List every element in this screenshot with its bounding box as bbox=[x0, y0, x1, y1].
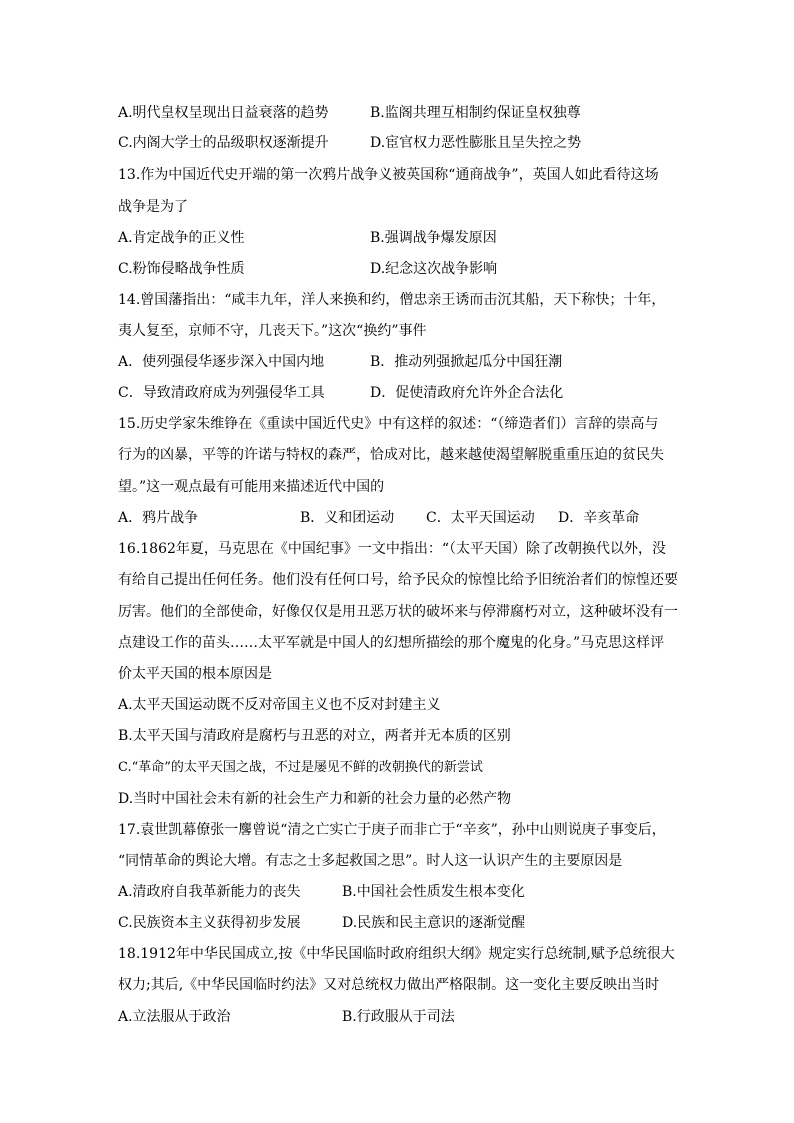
q12-option-c: C.内阁大学士的品级职权逐渐提升 bbox=[118, 135, 329, 151]
q18-option-b: B.行政服从于司法 bbox=[342, 1009, 455, 1025]
q13-option-a: A.肯定战争的正义性 bbox=[118, 230, 245, 246]
q14-option-b: B．推动列强掀起瓜分中国狂潮 bbox=[370, 354, 563, 370]
q13-option-b: B.强调战争爆发原因 bbox=[370, 230, 497, 246]
q17-option-a: A.清政府自我革新能力的丧失 bbox=[118, 884, 301, 900]
q17-option-d: D.民族和民主意识的逐渐觉醒 bbox=[342, 915, 526, 931]
q18-stem-line-1: 18.1912年中华民国成立,按《中华民国临时政府组织大纲》规定实行总统制,赋予总统很大 bbox=[118, 946, 675, 962]
q14-stem-line-1: 14.曾国藩指出：“咸丰九年，洋人来换和约，僧忠亲王诱而击沉其船，天下称快；十年， bbox=[118, 292, 666, 308]
q14-options-row-1 bbox=[118, 352, 678, 372]
q17-option-c: C.民族资本主义获得初步发展 bbox=[118, 915, 301, 931]
q17-stem-line-2: “同情革命的舆论大增。有志之士多起救国之思”。时人这一认识产生的主要原因是 bbox=[118, 853, 623, 869]
q14-stem-line-2: 夷人复至，京师不守，几丧天下。”这次“换约”事件 bbox=[118, 323, 427, 339]
q14-option-c: C．导致清政府成为列强侵华工具 bbox=[118, 385, 325, 401]
q16-stem-line-5: 价太平天国的根本原因是 bbox=[118, 666, 272, 682]
q13-option-c: C.粉饰侵略战争性质 bbox=[118, 261, 245, 277]
q12-option-a: A.明代皇权呈现出日益衰落的趋势 bbox=[118, 105, 329, 121]
q17-stem-line-1: 17.袁世凯幕僚张一麐曾说“清之亡实亡于庚子而非亡于“辛亥”，孙中山则说庚子事变后， bbox=[118, 822, 666, 838]
q17-option-b: B.中国社会性质发生根本变化 bbox=[342, 884, 525, 900]
q13-options-row-1 bbox=[118, 228, 678, 248]
q18-option-a: A.立法服从于政治 bbox=[118, 1009, 231, 1025]
q16-option-d: D.当时中国社会未有新的社会生产力和新的社会力量的必然产物 bbox=[118, 791, 512, 807]
q16-option-a: A.太平天国运动既不反对帝国主义也不反对封建主义 bbox=[118, 697, 441, 713]
q18-options-row-1 bbox=[118, 1007, 678, 1027]
q14-options-row-2 bbox=[118, 383, 678, 403]
q13-option-d: D.纪念这次战争影响 bbox=[370, 261, 498, 277]
q16-stem-line-1: 16.1862年夏，马克思在《中国纪事》一文中指出：“（太平天国）除了改朝换代以外，没 bbox=[118, 541, 667, 557]
q13-stem-line-1: 13.作为中国近代史开端的第一次鸦片战争义被英国称“通商战争”，英国人如此看待这场 bbox=[118, 167, 659, 183]
q12-option-d: D.宦官权力恶性膨胀且呈失控之势 bbox=[370, 135, 582, 151]
q16-stem-line-4: 点建设工作的苗头……太平军就是中国人的幻想所描绘的那个魔鬼的化身。”马克思这样评 bbox=[118, 635, 665, 651]
q12-option-b: B.监阁共理互相制约保证皇权独尊 bbox=[370, 105, 581, 121]
q16-option-b: B.太平天国与清政府是腐朽与丑恶的对立，两者并无本质的区别 bbox=[118, 728, 511, 744]
q15-option-d: D．辛亥革命 bbox=[558, 510, 640, 526]
q15-stem-line-2: 行为的凶暴，平等的许诺与特权的森严，恰成对比，越来越使渴望解脱重重压迫的贫民失 bbox=[118, 447, 664, 463]
q15-option-a: A．鸦片战争 bbox=[118, 510, 199, 526]
q16-stem-line-3: 厉害。他们的全部使命，好像仅仅是用丑恶万状的破坏来与停滞腐朽对立，这种破坏没有一 bbox=[118, 604, 678, 620]
q16-stem-line-2: 有给自己提出任何任务。他们没有任何口号，给予民众的惊惶比给予旧统治者们的惊惶还要 bbox=[118, 572, 678, 588]
q15-stem-line-3: 望。”这一观点最有可能用来描述近代中国的 bbox=[118, 479, 385, 495]
q17-options-row-1 bbox=[118, 882, 678, 902]
q12-options-row-2 bbox=[118, 133, 678, 153]
q15-stem-line-1: 15.历史学家朱维铮在《重读中国近代史》中有这样的叙述：“（缔造者们）言辞的崇高与 bbox=[118, 416, 659, 432]
q15-options-row bbox=[118, 508, 678, 528]
q14-option-a: A．使列强侵华逐步深入中国内地 bbox=[118, 354, 325, 370]
q12-options-row-1 bbox=[118, 103, 678, 123]
q17-options-row-2 bbox=[118, 913, 678, 933]
q15-option-c: C．太平天国运动 bbox=[426, 510, 535, 526]
q18-stem-line-2: 权力;其后,《中华民国临时约法》又对总统权力做出严格限制。这一变化主要反映出当时 bbox=[118, 977, 660, 993]
q16-option-c: C.“革命”的太平天国之战，不过是屡见不鲜的改朝换代的新尝试 bbox=[118, 760, 483, 775]
q15-option-b: B．义和团运动 bbox=[300, 510, 395, 526]
q13-stem-line-2: 战争是为了 bbox=[118, 199, 188, 215]
q13-options-row-2 bbox=[118, 259, 678, 279]
q14-option-d: D．促使清政府允许外企合法化 bbox=[370, 385, 564, 401]
